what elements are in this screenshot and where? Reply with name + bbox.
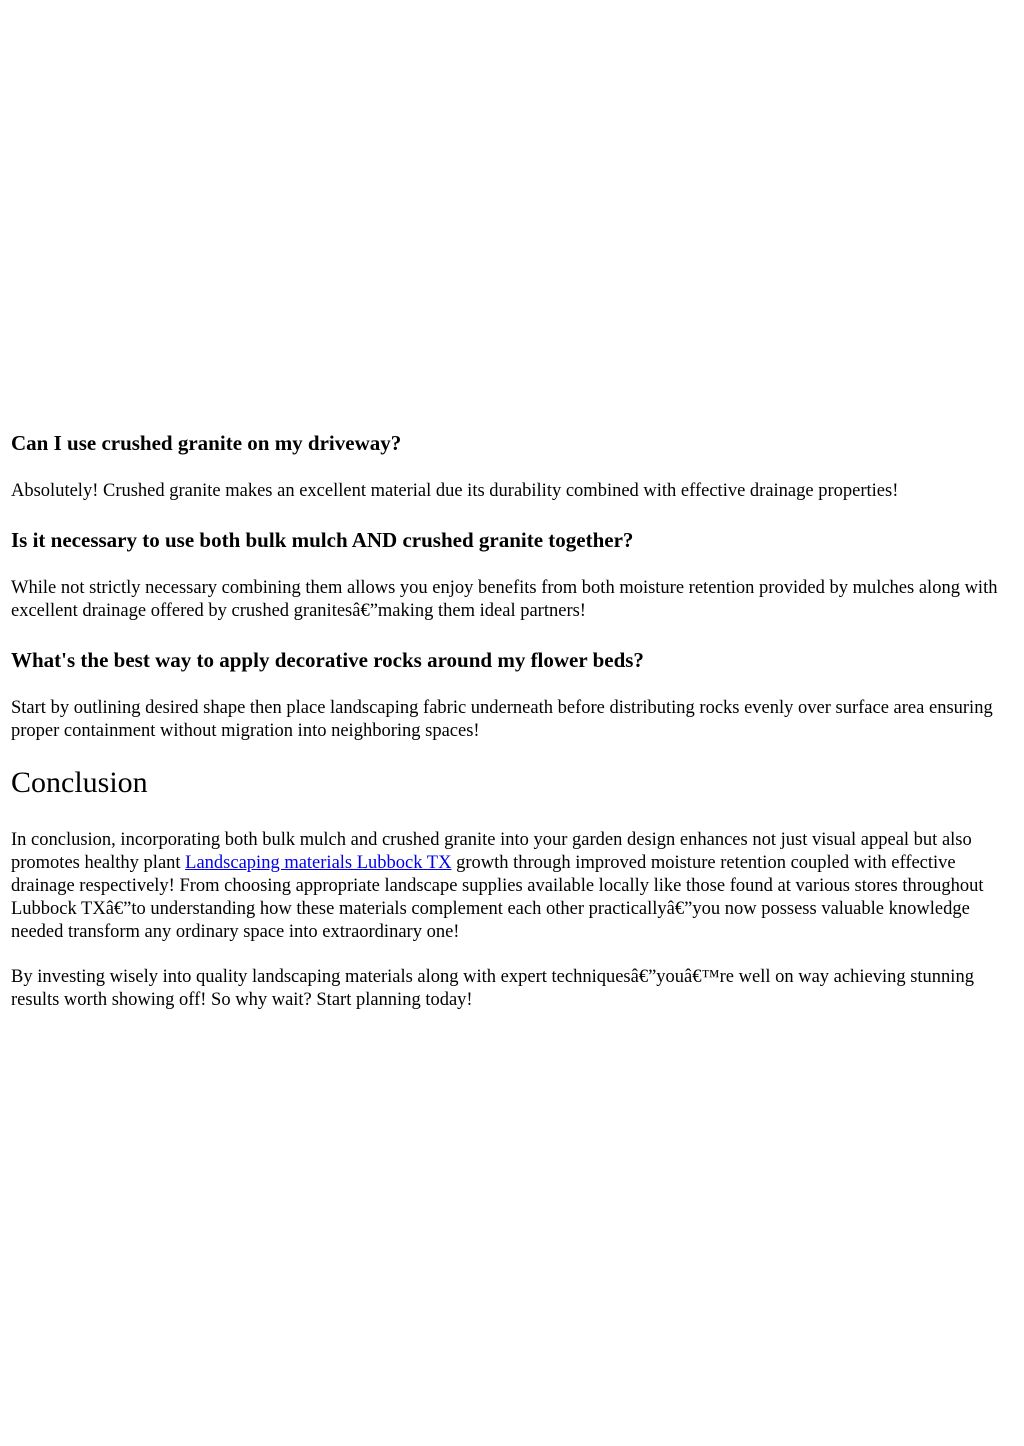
faq-answer-mulch-and-granite: While not strictly necessary combining them allows you enjoy benefits from both moisture retention provided by mulches along with excellent drainage offered by crushed granitesâ€”making them ideal partners! xyxy=(11,578,998,621)
faq-question-driveway: Can I use crushed granite on my driveway? xyxy=(11,431,402,455)
faq-answer-decorative-rocks: Start by outlining desired shape then place landscaping fabric underneath before distributing rocks evenly over surface area ensuring proper containment without migration into neighboring spaces! xyxy=(11,698,993,741)
article-content xyxy=(11,428,1015,1034)
faq-question-decorative-rocks: What's the best way to apply decorative rocks around my flower beds? xyxy=(11,648,644,672)
conclusion-text-after-link: growth through improved moisture retention coupled with effective drainage respectively! From choosing appropriate landscape supplies available locally like those found at various stores throughout Lubbock TXâ€”to understanding how these materials complement each other practicallyâ€”you now possess valuable knowledge needed transform any ordinary space into extraordinary one! xyxy=(11,853,984,942)
faq-answer-driveway: Absolutely! Crushed granite makes an excellent material due its durability combined with effective drainage properties! xyxy=(11,481,899,501)
landscaping-materials-link[interactable]: Landscaping materials Lubbock TX xyxy=(185,853,452,873)
conclusion-paragraph-2: By investing wisely into quality landscaping materials along with expert techniquesâ€”youâ€™re well on way achieving stunning results worth showing off! So why wait? Start planning today! xyxy=(11,967,974,1010)
conclusion-heading: Conclusion xyxy=(11,766,148,799)
conclusion-text-before-link: In conclusion, incorporating both bulk mulch and crushed granite into your garden design enhances not just visual appeal but also promotes healthy plant xyxy=(11,830,972,873)
conclusion-paragraph-1 xyxy=(11,829,1015,944)
faq-question-mulch-and-granite: Is it necessary to use both bulk mulch AND crushed granite together? xyxy=(11,528,634,552)
